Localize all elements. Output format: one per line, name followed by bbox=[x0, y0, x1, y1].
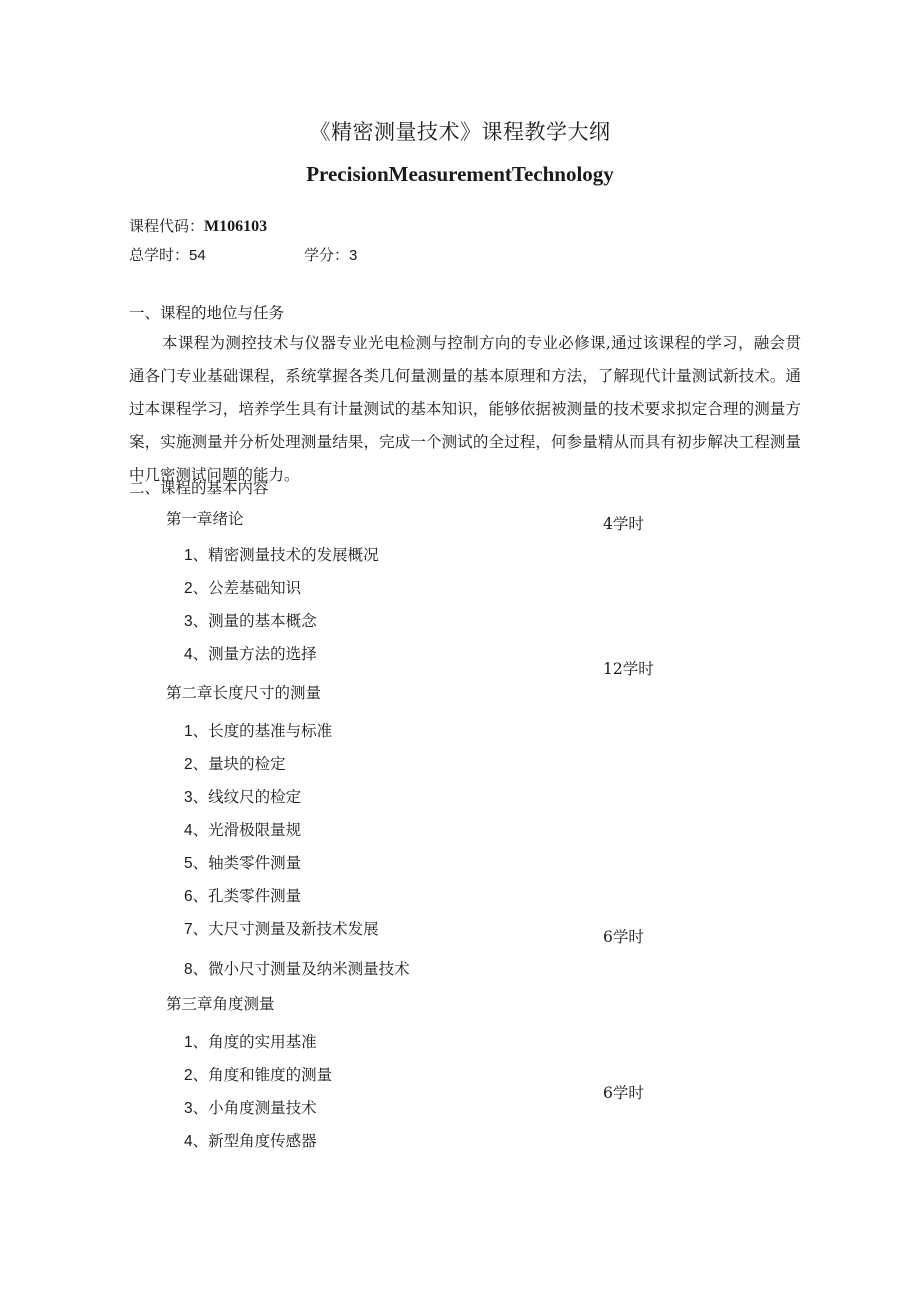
next-chapter-hours: 6学时 bbox=[603, 1084, 644, 1102]
chapter-3-title: 第三章角度测量 bbox=[166, 995, 275, 1013]
total-hours bbox=[129, 244, 206, 265]
list-item: 2、量块的检定 bbox=[184, 755, 286, 773]
credits-label: 学分： bbox=[304, 246, 350, 264]
course-code-label: 课程代码： bbox=[129, 217, 205, 235]
list-item: 4、光滑极限量规 bbox=[184, 821, 302, 839]
list-item: 8、微小尺寸测量及纳米测量技术 bbox=[184, 960, 410, 978]
list-item: 7、大尺寸测量及新技术发展 bbox=[184, 920, 379, 938]
total-hours-label: 总学时： bbox=[129, 246, 190, 264]
list-item: 4、测量方法的选择 bbox=[184, 645, 317, 663]
list-item: 1、精密测量技术的发展概况 bbox=[184, 546, 379, 564]
list-item: 3、线纹尺的检定 bbox=[184, 788, 302, 806]
section-paragraph-1 bbox=[129, 327, 801, 492]
list-item: 6、孔类零件测量 bbox=[184, 887, 302, 905]
list-item: 2、公差基础知识 bbox=[184, 579, 302, 597]
credits-value: 3 bbox=[349, 247, 358, 264]
list-item: 3、测量的基本概念 bbox=[184, 612, 317, 630]
section-heading-2: 二、课程的基本内容 bbox=[129, 479, 269, 497]
chapter-1-hours: 4学时 bbox=[603, 515, 644, 533]
chapter-3-hours: 6学时 bbox=[603, 928, 644, 946]
list-item: 3、小角度测量技术 bbox=[184, 1099, 317, 1117]
section-heading-1: 一、课程的地位与任务 bbox=[129, 304, 285, 322]
course-code-value: M106103 bbox=[204, 218, 268, 235]
total-hours-value: 54 bbox=[189, 247, 206, 264]
list-item: 4、新型角度传感器 bbox=[184, 1132, 317, 1150]
chapter-1-title: 第一章绪论 bbox=[166, 510, 244, 528]
chapter-2-title: 第二章长度尺寸的测量 bbox=[166, 684, 322, 702]
course-code bbox=[129, 215, 267, 236]
list-item: 1、长度的基准与标准 bbox=[184, 722, 333, 740]
list-item: 2、角度和锥度的测量 bbox=[184, 1066, 333, 1084]
list-item: 1、角度的实用基准 bbox=[184, 1033, 317, 1051]
paragraph-text: 本课程为测控技术与仪器专业光电检测与控制方向的专业必修课,通过该课程的学习，融会贯通各门专业基础课程，系统掌握各类几何量测量的基本原理和方法，了解现代计量测试新技术。通过本课程学习，培养学生具有计量测试的基本知识，能够依据被测量的技术要求拟定合理的测量方案，实施测量并分析处理测量结果，完成一个测试的全过程，何参量精从而具有初步解决工程测量中几密测试问题的能力。 bbox=[129, 334, 801, 484]
page-title: 《精密测量技术》课程教学大纲 bbox=[309, 120, 611, 144]
list-item: 5、轴类零件测量 bbox=[184, 854, 302, 872]
page-subtitle: PrecisionMeasurementTechnology bbox=[306, 162, 614, 186]
chapter-2-hours: 12学时 bbox=[603, 660, 654, 678]
credits bbox=[304, 244, 357, 265]
